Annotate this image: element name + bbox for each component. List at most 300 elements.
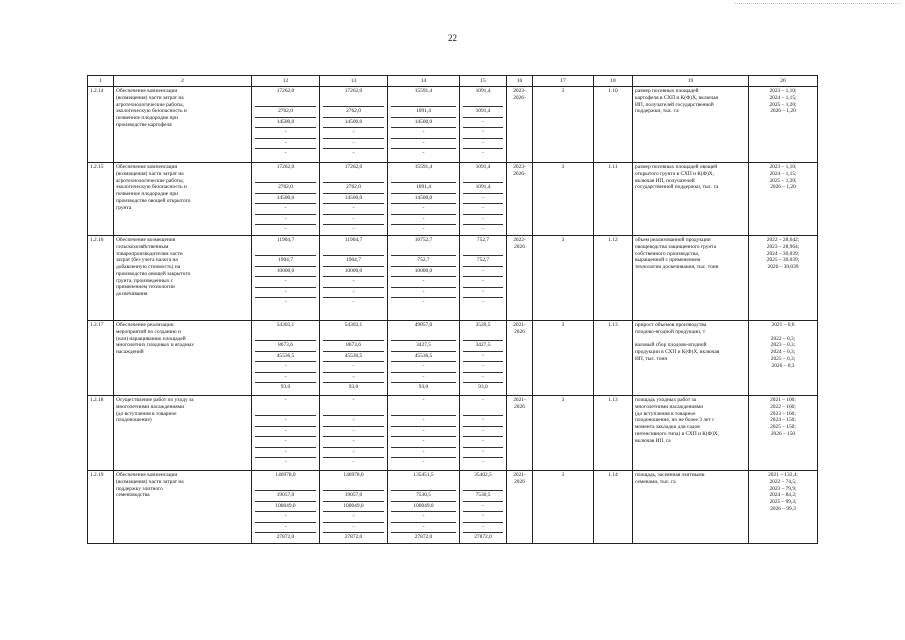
funding-value: 3427,5 (463, 341, 503, 352)
col17-cell: 3 (533, 471, 594, 544)
description-line: экологическую безопасность и (116, 184, 187, 191)
funding-value (323, 406, 384, 417)
funding-cell-c13 (320, 396, 388, 471)
indicator-name (633, 396, 749, 471)
target-value: 2026 – 0,3 (771, 362, 795, 369)
col17-cell: 3 (533, 321, 594, 396)
funding-value: - (463, 215, 503, 226)
funding-value: - (463, 277, 503, 288)
funding-value (255, 173, 316, 184)
description-line: семеноводства (116, 492, 150, 499)
funding-value: - (422, 459, 425, 465)
funding-value: - (391, 204, 456, 215)
target-value: 2023 – 1,10; (769, 164, 797, 170)
funding-cell-c13 (320, 471, 388, 544)
funding-value: 14500,0 (391, 194, 456, 205)
col17-cell: 3 (533, 396, 594, 471)
funding-value: - (255, 523, 316, 534)
funding-value (463, 331, 503, 342)
funding-value: 2762,0 (323, 183, 384, 194)
table-row (88, 236, 818, 321)
header-cell: 1 (88, 76, 114, 87)
description-line: досвечивания (116, 291, 148, 297)
indicator-line: момента закладки для садов (635, 424, 700, 430)
indicator-line: размер посевных площадей овощей (635, 164, 718, 170)
funding-value: 17262,0 (344, 88, 363, 94)
funding-cell-c15 (460, 163, 507, 236)
funding-value: - (323, 277, 384, 288)
funding-value: - (391, 437, 456, 448)
col17-cell: 3 (533, 236, 594, 321)
header-cell: 13 (320, 76, 388, 87)
funding-cell-c15 (460, 321, 507, 396)
indicator-name (633, 321, 749, 396)
funding-value (255, 246, 316, 257)
funding-cell-c15 (460, 396, 507, 471)
funding-cell-c14 (388, 396, 460, 471)
funding-value: 49057,0 (414, 322, 433, 328)
funding-value: - (255, 288, 316, 299)
funding-value: 10000,0 (323, 267, 384, 278)
table-row (88, 163, 818, 236)
target-values (749, 396, 818, 471)
funding-value: 146978,0 (275, 472, 296, 478)
description-line: (возмещения) части затрат на (116, 170, 184, 177)
funding-value (323, 331, 384, 342)
funding-value: 45536,5 (255, 352, 316, 363)
funding-value: 752,7 (463, 256, 503, 267)
funding-value: - (391, 523, 456, 534)
year-line: 2026 (514, 403, 525, 410)
funding-value: 3520,5 (475, 322, 491, 328)
funding-value: 146978,0 (343, 472, 364, 478)
funding-cell-c14 (388, 87, 460, 163)
funding-value: - (391, 512, 456, 523)
funding-value: 15591,4 (414, 88, 433, 94)
funding-value: - (284, 150, 287, 156)
funding-cell-c12 (252, 396, 320, 471)
funding-value: - (482, 397, 484, 403)
year-line: 2026 (514, 243, 525, 250)
description-line: затрат (без учета налога на (116, 257, 178, 264)
indicator-line: ИП, тыс. тонн (635, 355, 668, 362)
funding-value: - (463, 139, 503, 150)
funding-value: - (284, 299, 287, 305)
target-value: 2023 – 1,10; (769, 88, 797, 94)
funding-value: 10000,0 (255, 267, 316, 278)
indicator-line: размер посевных площадей (635, 88, 699, 94)
funding-value: - (463, 267, 503, 278)
target-value: 2023 – 79,9; (769, 485, 797, 492)
funding-value: - (323, 204, 384, 215)
target-value: 2026 – 1,20 (770, 184, 796, 191)
program-table-container (87, 75, 817, 543)
funding-value: - (255, 437, 316, 448)
funding-value: - (255, 139, 316, 150)
funding-value: - (463, 362, 503, 373)
indicator-line: площадь уходных работ за (635, 397, 697, 403)
indicator-line: плодоношение, но не более 3 лет с (635, 417, 715, 424)
funding-value: - (323, 523, 384, 534)
funding-value: 752,7 (391, 256, 456, 267)
row-code: 1.2.18 (88, 396, 114, 471)
funding-value: 45536,5 (391, 352, 456, 363)
funding-value: 2762,0 (255, 107, 316, 118)
target-value: 2026 – 150 (770, 430, 796, 437)
indicator-name (633, 163, 749, 236)
description-line: Обеспечение компенсации (116, 164, 178, 170)
funding-value: - (323, 437, 384, 448)
funding-value: - (391, 288, 456, 299)
target-value: 2023 – 28,964; (766, 243, 800, 250)
funding-cell-c12 (252, 163, 320, 236)
funding-value: 2762,0 (255, 183, 316, 194)
target-value: 2024 – 84,2; (769, 492, 797, 499)
funding-value: - (463, 437, 503, 448)
row-code: 1.2.16 (88, 236, 114, 321)
description-line: производство овощей закрытого (116, 270, 191, 277)
funding-value: - (463, 352, 503, 363)
funding-value (255, 97, 316, 108)
funding-cell-c12 (252, 236, 320, 321)
indicator-number: 1.11 (594, 163, 633, 236)
description-line: насаждений (116, 349, 144, 355)
description-line: почвенное плодородие при (116, 191, 178, 197)
target-value: 2022 – 160; (770, 403, 796, 410)
target-value: 2021 – 100; (770, 397, 796, 403)
indicator-name (633, 87, 749, 163)
funding-value: - (323, 416, 384, 427)
indicator-line: включая ИП, га (635, 437, 671, 444)
funding-value: - (255, 373, 316, 384)
funding-value: 27872,0 (474, 534, 492, 540)
funding-value (463, 246, 503, 257)
indicator-line: интенсивного типа) в СХП и К(Ф)Х, (635, 430, 719, 437)
funding-value: 8673,6 (323, 341, 384, 352)
description-line: агротехнологические работы, (116, 101, 184, 108)
funding-value: - (284, 459, 287, 465)
funding-value: - (482, 299, 484, 305)
funding-value: 54303,1 (276, 322, 295, 328)
funding-value (391, 97, 456, 108)
funding-value: 11904,7 (344, 237, 363, 243)
funding-value: - (391, 373, 456, 384)
table-body (88, 76, 818, 544)
funding-value: 100049,0 (323, 502, 384, 513)
page-number: 22 (448, 33, 457, 43)
target-value: 2024 – 0,3; (770, 349, 796, 355)
funding-value: - (422, 226, 425, 232)
funding-value: - (422, 397, 425, 403)
target-value (751, 329, 815, 336)
funding-value: 100049,0 (255, 502, 316, 513)
description-line: экологическую безопасность и (116, 108, 187, 115)
funding-value: 7530,5 (391, 491, 456, 502)
year-line: 2021- (513, 322, 526, 328)
funding-cell-c13 (320, 236, 388, 321)
target-value: 2025 – 1,20; (769, 177, 797, 184)
funding-value: 1904,7 (255, 256, 316, 267)
funding-value (391, 481, 456, 492)
funding-value: - (463, 427, 503, 438)
funding-value: 15591,4 (414, 164, 433, 170)
target-values (749, 236, 818, 321)
scan-artifact-line (735, 3, 900, 4)
funding-value: 35402,5 (474, 472, 492, 478)
target-value: 2021 – 132,4; (768, 472, 798, 478)
description-line: Обеспечение возмещения (116, 237, 176, 243)
funding-value: 19057,0 (255, 491, 316, 502)
funding-value: 10752,7 (414, 237, 433, 243)
indicator-line: валовый сбор плодово-ягодной (635, 342, 707, 349)
funding-value: 2762,0 (323, 107, 384, 118)
indicator-line: плодово-ягодной продукции, т (635, 328, 706, 335)
funding-value (323, 173, 384, 184)
funding-value: - (482, 459, 484, 465)
description-line: применением технологии (116, 284, 175, 291)
description-line: (возмещения) части затрат на (116, 94, 184, 101)
header-row (88, 76, 818, 87)
target-values (749, 87, 818, 163)
funding-value (463, 173, 503, 184)
indicator-line: (до вступления в товарное (635, 410, 696, 417)
funding-value (323, 481, 384, 492)
funding-value: - (391, 416, 456, 427)
year-line: 2021- (513, 472, 526, 478)
description-line: Обеспечение компенсации (116, 472, 178, 478)
table-row (88, 471, 818, 544)
row-code: 1.2.17 (88, 321, 114, 396)
indicator-line: площадь, засеянная элитными (635, 472, 705, 478)
funding-value: - (352, 397, 355, 403)
indicator-line: поддержки, тыс. га (635, 108, 679, 115)
funding-value: - (352, 150, 355, 156)
funding-value: - (482, 150, 484, 156)
funding-value (391, 331, 456, 342)
years-cell (507, 396, 533, 471)
funding-value: 93,0 (418, 384, 429, 390)
funding-value: - (463, 118, 503, 129)
indicator-line: овощеводства защищенного грунта (635, 243, 717, 250)
description-line: почвенное плодородие при (116, 115, 178, 121)
years-cell (507, 471, 533, 544)
description-line: грунта, произведенных с (116, 277, 174, 284)
funding-value: - (463, 448, 503, 459)
year-line: 2026 (514, 478, 525, 485)
indicator-line: многолетними насаждениями (635, 403, 704, 410)
funding-value: - (255, 416, 316, 427)
funding-value: - (463, 194, 503, 205)
table-row (88, 396, 818, 471)
funding-value: 1091,4 (391, 107, 456, 118)
years-cell (507, 236, 533, 321)
funding-value: - (463, 512, 503, 523)
funding-value: 14500,0 (255, 194, 316, 205)
target-value: 2022 – 0,3; (770, 335, 796, 342)
row-code: 1.2.14 (88, 87, 114, 163)
funding-value: 17262,0 (276, 88, 295, 94)
funding-value: 27872,0 (344, 534, 363, 540)
target-value: 2025 – 99,3; (769, 499, 797, 505)
funding-cell-c14 (388, 163, 460, 236)
years-cell (507, 87, 533, 163)
funding-value: - (463, 128, 503, 139)
funding-value: - (255, 277, 316, 288)
col17-cell: 3 (533, 163, 594, 236)
years-cell (507, 163, 533, 236)
row-description (114, 471, 252, 544)
funding-value: - (391, 277, 456, 288)
description-line: грунта (116, 204, 132, 211)
funding-value: - (323, 215, 384, 226)
indicator-number: 1.10 (594, 87, 633, 163)
funding-value: - (323, 427, 384, 438)
funding-value: 19057,0 (323, 491, 384, 502)
funding-value (391, 246, 456, 257)
funding-value: - (255, 427, 316, 438)
col17-cell: 3 (533, 87, 594, 163)
funding-value: - (352, 299, 355, 305)
row-code: 1.2.19 (88, 471, 114, 544)
funding-value: 3427,5 (391, 341, 456, 352)
indicator-name (633, 236, 749, 321)
description-line: добавленную стоимость) на (116, 264, 181, 270)
header-cell: 19 (633, 76, 749, 87)
funding-value (463, 406, 503, 417)
description-line: поддержку элитного (116, 485, 163, 492)
description-line: производстве овощей открытого (116, 197, 191, 204)
header-cell: 20 (749, 76, 818, 87)
indicator-line: открытого грунта в СХП и К(Ф)Х, (635, 170, 714, 177)
indicator-line: прирост объемов производства (635, 322, 707, 328)
year-line: 2021- (513, 397, 526, 403)
description-line: мероприятий по созданию и (116, 328, 181, 335)
target-value: 2025 – 1,20; (769, 101, 797, 108)
funding-value: - (255, 204, 316, 215)
row-description (114, 396, 252, 471)
funding-value: - (323, 373, 384, 384)
funding-value (391, 173, 456, 184)
header-cell: 14 (388, 76, 460, 87)
funding-value (255, 406, 316, 417)
funding-value: 27872,0 (414, 534, 433, 540)
funding-value: - (255, 512, 316, 523)
indicator-line: собственного производства, (635, 250, 700, 257)
funding-cell-c13 (320, 321, 388, 396)
year-line: 2026 (514, 328, 525, 335)
description-line: (или) наращиванию площадей (116, 335, 186, 342)
funding-cell-c13 (320, 87, 388, 163)
funding-value: 14500,0 (255, 118, 316, 129)
funding-cell-c12 (252, 471, 320, 544)
funding-value: - (352, 459, 355, 465)
row-description (114, 163, 252, 236)
target-value: 2025 – 30,039; (766, 257, 800, 264)
funding-value (463, 97, 503, 108)
year-line: 2026- (513, 170, 526, 177)
funding-value: - (323, 512, 384, 523)
funding-value: - (391, 427, 456, 438)
program-table (87, 75, 818, 544)
funding-cell-c15 (460, 87, 507, 163)
funding-value: - (323, 362, 384, 373)
header-cell: 2 (114, 76, 252, 87)
description-line: агротехнологические работы, (116, 177, 184, 184)
year-line: 2023- (513, 164, 526, 170)
funding-value: 93,0 (478, 384, 488, 390)
funding-value: 45536,5 (323, 352, 384, 363)
description-line: товаропроизводителям части (116, 250, 183, 257)
header-cell: 18 (594, 76, 633, 87)
target-value: 2022 – 28,642; (766, 237, 800, 243)
year-line: 2023- (513, 88, 526, 94)
indicator-name (633, 471, 749, 544)
funding-value: - (463, 523, 503, 534)
indicator-number: 1.13 (594, 396, 633, 471)
funding-value: 11904,7 (276, 237, 295, 243)
funding-value (255, 481, 316, 492)
funding-value: 1091,4 (391, 183, 456, 194)
target-values (749, 471, 818, 544)
funding-value: 14500,0 (323, 118, 384, 129)
funding-cell-c13 (320, 163, 388, 236)
description-line: Обеспечение компенсации (116, 88, 178, 94)
funding-value: - (284, 226, 287, 232)
funding-value: 8673,6 (255, 341, 316, 352)
description-line: сельскохозяйственным (116, 243, 169, 250)
indicator-number: 1.12 (594, 236, 633, 321)
funding-value: - (391, 362, 456, 373)
target-values (749, 321, 818, 396)
funding-value: 752,7 (476, 237, 490, 243)
funding-value (463, 481, 503, 492)
indicator-line: семенами, тыс. га (635, 478, 676, 485)
funding-value: 135451,5 (413, 472, 434, 478)
target-value: 2024 – 30,039; (766, 250, 800, 257)
funding-value: - (463, 502, 503, 513)
funding-value: - (323, 139, 384, 150)
funding-value: 10000,0 (391, 267, 456, 278)
row-description (114, 87, 252, 163)
years-cell (507, 321, 533, 396)
description-line: многолетними насаждениями (116, 403, 185, 410)
target-value: 2023 – 0,3; (770, 342, 796, 349)
funding-value: - (422, 299, 425, 305)
funding-value (391, 406, 456, 417)
row-description (114, 321, 252, 396)
funding-value: 93,0 (280, 384, 291, 390)
funding-value: - (255, 128, 316, 139)
description-line: (до вступления в товарное (116, 410, 177, 417)
funding-value: 17262,0 (276, 164, 295, 170)
funding-cell-c14 (388, 471, 460, 544)
funding-value: - (463, 288, 503, 299)
funding-cell-c15 (460, 236, 507, 321)
funding-value: - (323, 288, 384, 299)
target-value: 2026 – 1,20 (770, 108, 796, 115)
table-row (88, 87, 818, 163)
funding-cell-c15 (460, 471, 507, 544)
header-cell: 17 (533, 76, 594, 87)
indicator-line: картофеля в СХП и К(Ф)Х, включая (635, 94, 718, 101)
funding-value: 27872,0 (276, 534, 295, 540)
header-cell: 15 (460, 76, 507, 87)
target-value: 2022 – 74,5; (769, 478, 797, 485)
year-line: 2026- (513, 94, 526, 101)
funding-value: - (391, 128, 456, 139)
target-value: 2026 – 99,3 (770, 505, 796, 512)
target-value: 2024 – 1,15; (769, 94, 797, 101)
